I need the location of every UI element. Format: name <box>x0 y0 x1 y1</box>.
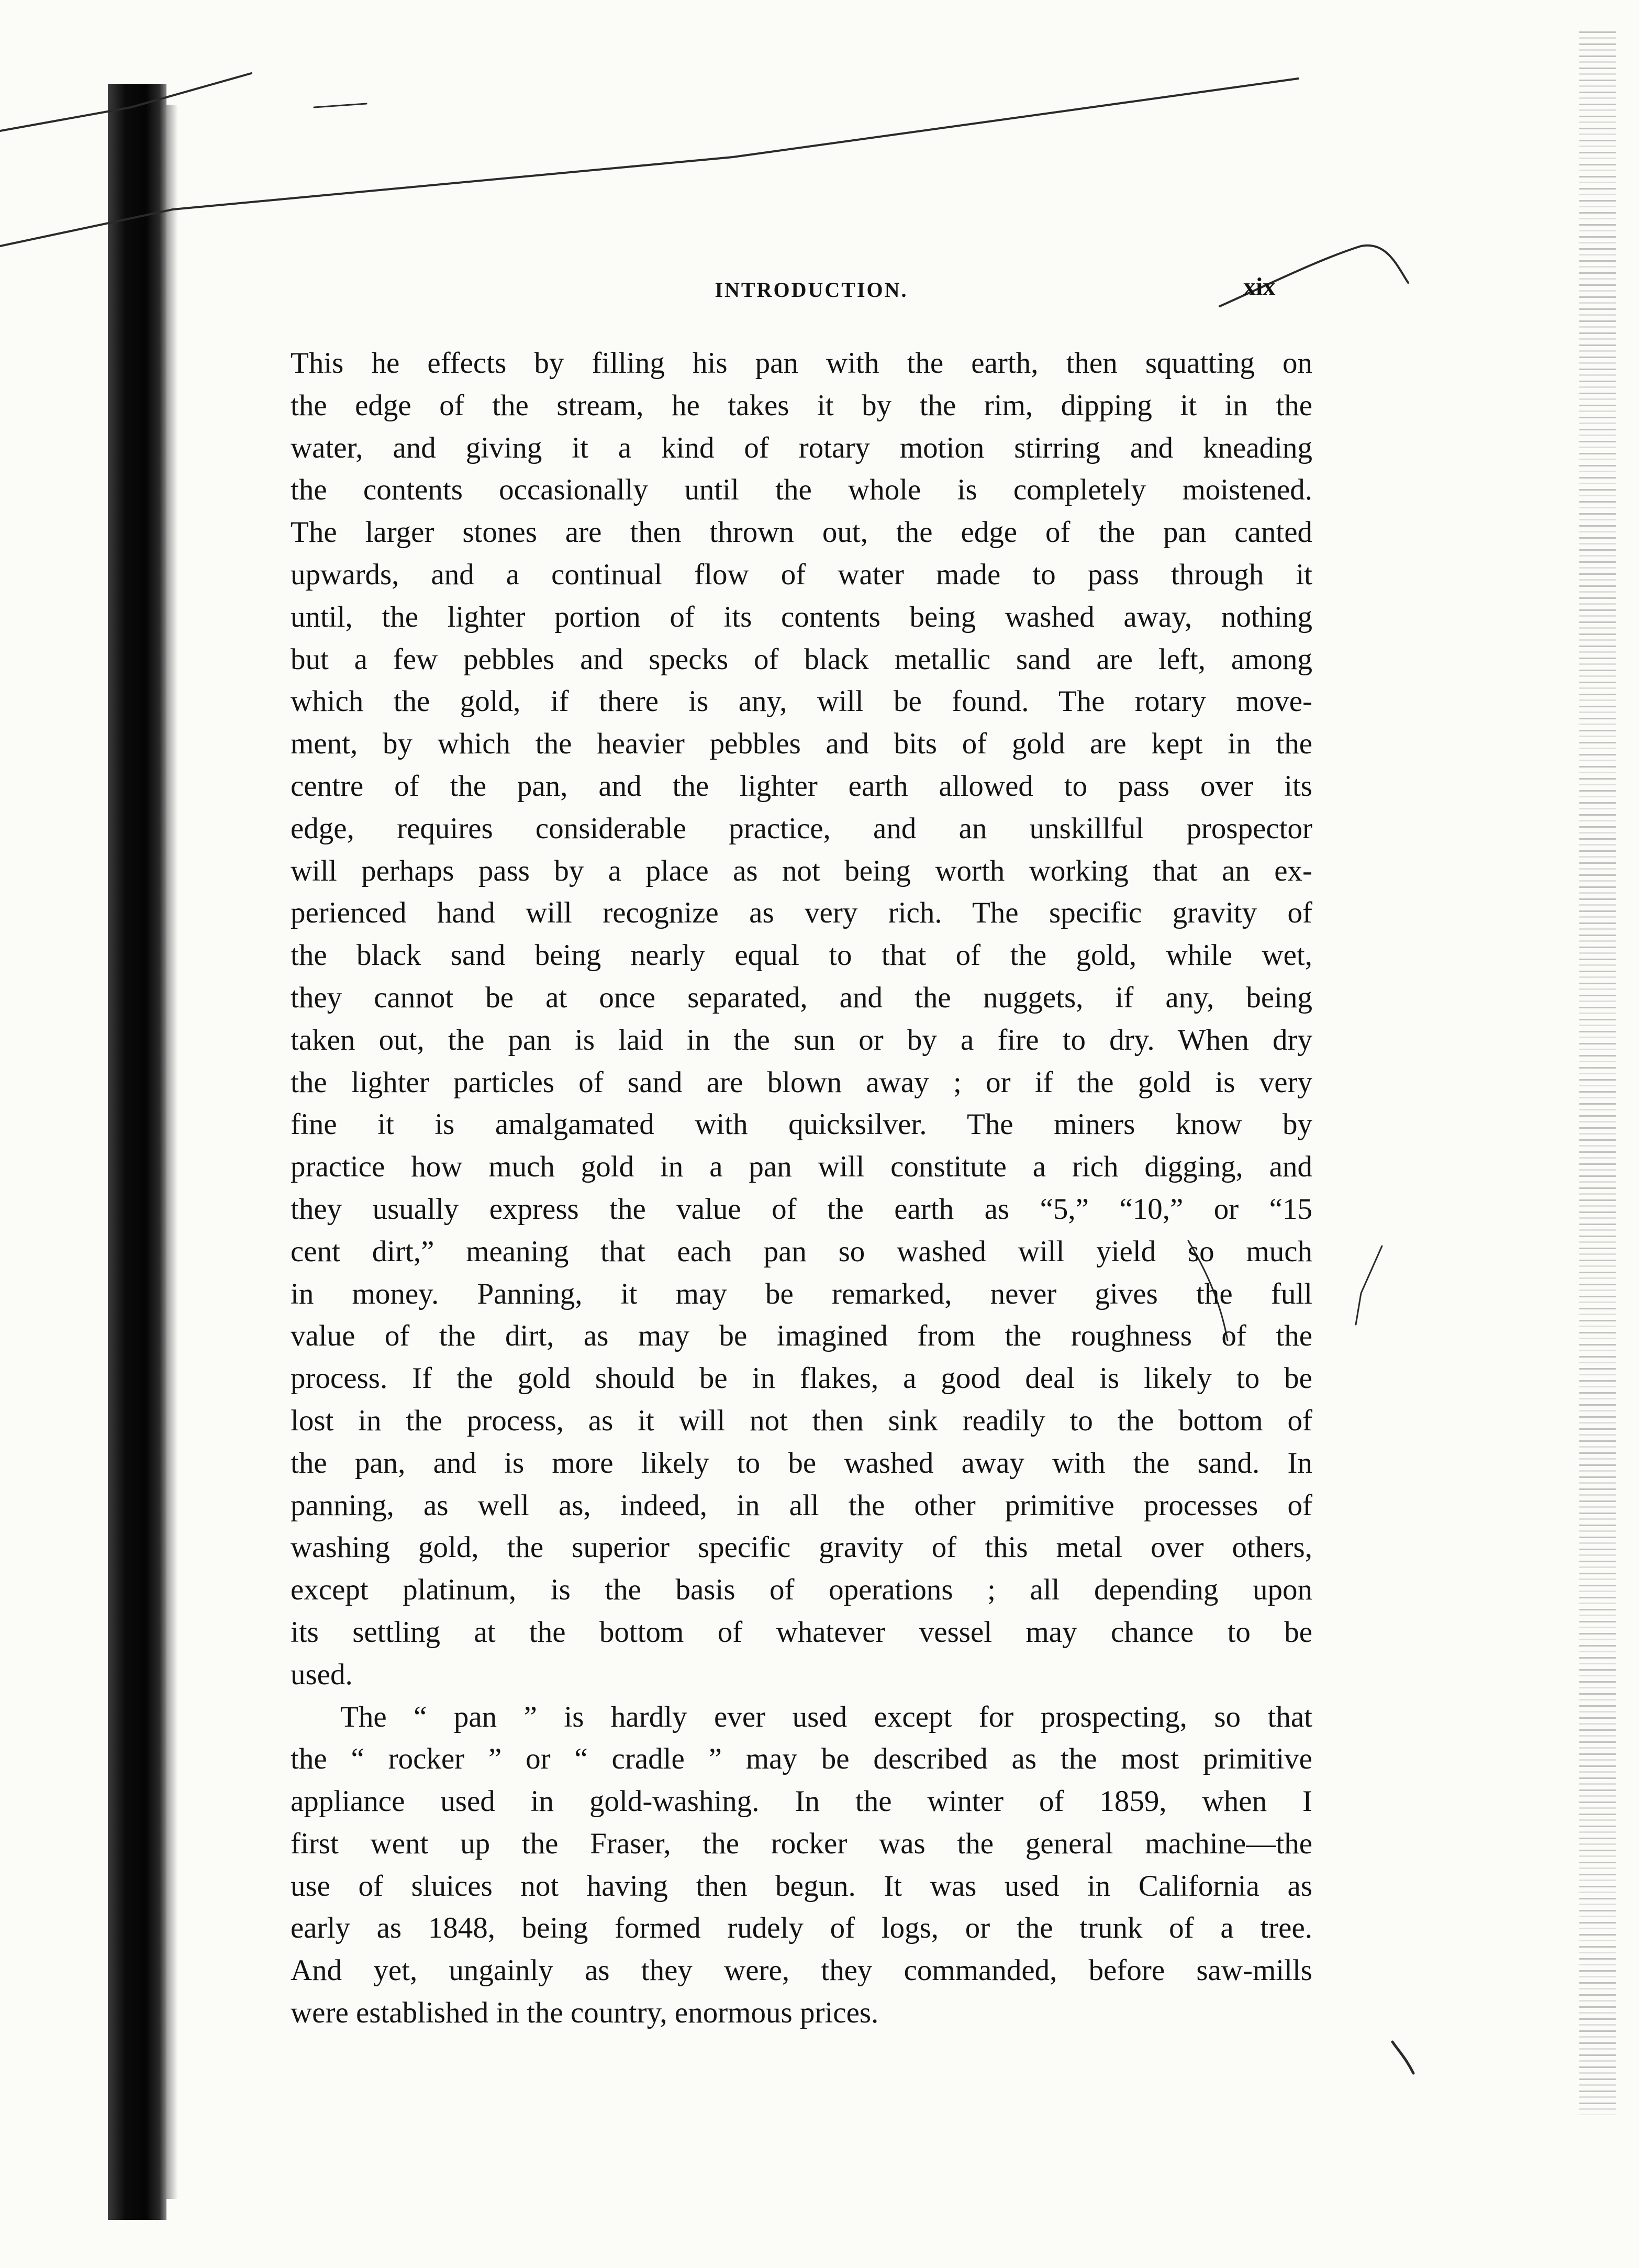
text-line: washing gold, the superior specific gravity of this metal over others, <box>291 1531 1312 1564</box>
text-line: the lighter particles of sand are blown away ; or if the gold is very <box>291 1065 1312 1099</box>
text-line: centre of the pan, and the lighter earth allowed to pass over its <box>291 769 1312 803</box>
text-line: The larger stones are then thrown out, the edge of the pan canted <box>291 516 1312 549</box>
text-line: in money. Panning, it may be remarked, never gives the full <box>291 1277 1312 1310</box>
text-line: edge, requires considerable practice, and an unskillful prospector <box>291 811 1312 845</box>
text-line: the black sand being nearly equal to that of the gold, while wet, <box>291 939 1312 972</box>
paragraph <box>291 1696 1312 2034</box>
text-line: which the gold, if there is any, will be found. The rotary move- <box>291 685 1312 718</box>
text-line: water, and giving it a kind of rotary motion stirring and kneading <box>291 431 1312 464</box>
text-line: ment, by which the heavier pebbles and bits of gold are kept in the <box>291 727 1312 761</box>
page-number: xix <box>1243 273 1276 301</box>
text-line: This he effects by filling his pan with the earth, then squatting on <box>291 347 1312 380</box>
text-line: were established in the country, enormous prices. <box>291 1996 879 2030</box>
text-line: first went up the Fraser, the rocker was the general machine—the <box>291 1827 1312 1860</box>
text-line: fine it is amalgamated with quicksilver. The miners know by <box>291 1108 1312 1141</box>
text-line: until, the lighter portion of its contents being washed away, nothing <box>291 600 1312 633</box>
text-line: the pan, and is more likely to be washed away with the sand. In <box>291 1446 1312 1480</box>
text-line: its settling at the bottom of whatever vessel may chance to be <box>291 1615 1312 1649</box>
body-text <box>291 342 1312 2034</box>
text-line: cent dirt,” meaning that each pan so washed will yield so much <box>291 1235 1312 1268</box>
text-line: The “ pan ” is hardly ever used except for prospecting, so that <box>340 1700 1312 1733</box>
text-line: but a few pebbles and specks of black metallic sand are left, among <box>291 642 1312 676</box>
text-line: lost in the process, as it will not then sink readily to the bottom of <box>291 1404 1312 1437</box>
text-line: value of the dirt, as may be imagined from the roughness of the <box>291 1319 1312 1353</box>
text-line: process. If the gold should be in flakes, a good deal is likely to be <box>291 1362 1312 1395</box>
margin-stroke <box>1356 1246 1382 1325</box>
text-line: use of sluices not having then begun. It was used in California as <box>291 1869 1312 1903</box>
text-line: upwards, and a continual flow of water made to pass through it <box>291 558 1312 591</box>
text-line: except platinum, is the basis of operations ; all depending upon <box>291 1573 1312 1607</box>
text-line: the “ rocker ” or “ cradle ” may be described as the most primitive <box>291 1742 1312 1776</box>
running-head: INTRODUCTION. <box>715 278 908 302</box>
text-line: appliance used in gold-washing. In the winter of 1859, when I <box>291 1785 1312 1818</box>
text-line: panning, as well as, indeed, in all the other primitive processes of <box>291 1488 1312 1522</box>
text-line: taken out, the pan is laid in the sun or by a fire to dry. When dry <box>291 1023 1312 1057</box>
stray-pencil-line <box>314 104 366 107</box>
text-line: will perhaps pass by a place as not being worth working that an ex- <box>291 854 1312 887</box>
text-line: perienced hand will recognize as very rich. The specific gravity of <box>291 896 1312 930</box>
stray-pencil-line <box>0 73 251 131</box>
text-line: used. <box>291 1658 353 1691</box>
paragraph <box>291 342 1312 1696</box>
text-line: the edge of the stream, he takes it by the rim, dipping it in the <box>291 388 1312 422</box>
text-line: the contents occasionally until the whole is completely moistened. <box>291 473 1312 507</box>
margin-tick <box>1392 2042 1413 2073</box>
stray-pencil-line <box>0 79 1298 246</box>
text-line: they cannot be at once separated, and the nuggets, if any, being <box>291 981 1312 1014</box>
text-line: practice how much gold in a pan will constitute a rich digging, and <box>291 1150 1312 1184</box>
text-line: early as 1848, being formed rudely of logs, or the trunk of a tree. <box>291 1911 1312 1945</box>
text-line: they usually express the value of the earth as “5,” “10,” or “15 <box>291 1192 1312 1226</box>
text-line: And yet, ungainly as they were, they commanded, before saw-mills <box>291 1954 1312 1987</box>
